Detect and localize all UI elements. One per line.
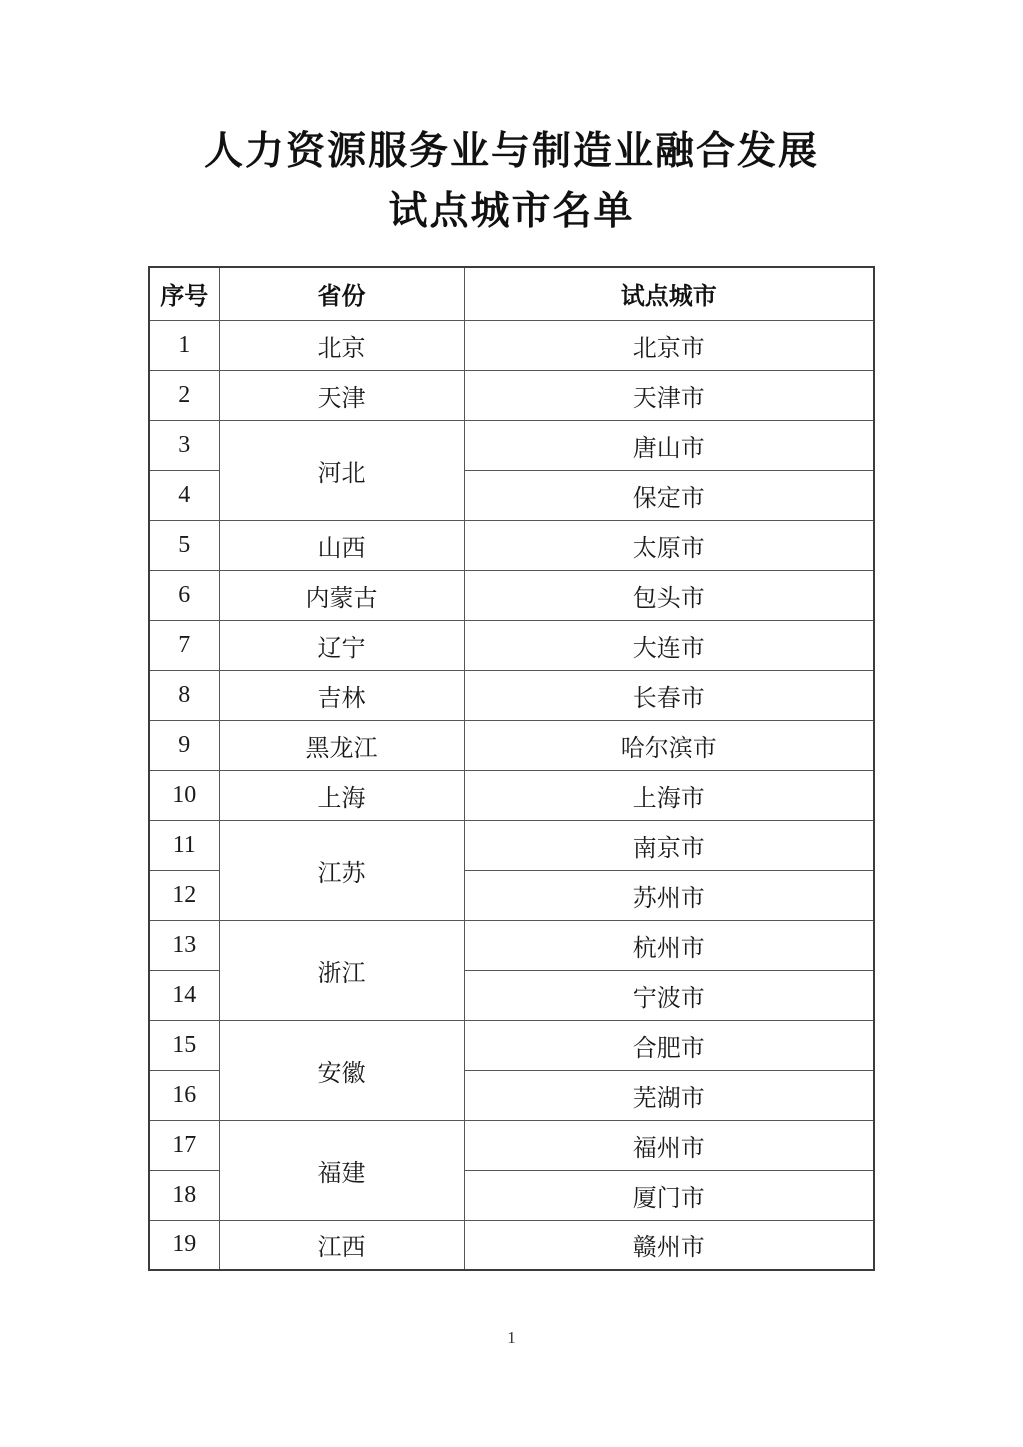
cell-province: 北京 xyxy=(219,320,464,370)
cell-no: 12 xyxy=(149,870,219,920)
table-header-row xyxy=(149,267,874,320)
cell-no: 13 xyxy=(149,920,219,970)
table-row xyxy=(149,1220,874,1270)
table-row xyxy=(149,770,874,820)
cell-city: 南京市 xyxy=(464,820,874,870)
cell-province: 江西 xyxy=(219,1220,464,1270)
cell-city: 合肥市 xyxy=(464,1020,874,1070)
cell-province: 山西 xyxy=(219,520,464,570)
table-row xyxy=(149,520,874,570)
cell-city: 包头市 xyxy=(464,570,874,620)
title-line-2: 试点城市名单 xyxy=(388,190,635,233)
cell-province: 安徽 xyxy=(219,1020,464,1120)
header-no: 序号 xyxy=(149,267,219,320)
document-title xyxy=(0,0,1023,242)
cell-city: 宁波市 xyxy=(464,970,874,1020)
table-row xyxy=(149,670,874,720)
table-row xyxy=(149,570,874,620)
cell-city: 哈尔滨市 xyxy=(464,720,874,770)
table-row xyxy=(149,920,874,970)
cell-no: 14 xyxy=(149,970,219,1020)
cell-no: 15 xyxy=(149,1020,219,1070)
cell-city: 芜湖市 xyxy=(464,1070,874,1120)
table-row xyxy=(149,420,874,470)
page-number: 1 xyxy=(507,1328,516,1347)
cell-city: 保定市 xyxy=(464,470,874,520)
cell-city: 大连市 xyxy=(464,620,874,670)
cell-city: 天津市 xyxy=(464,370,874,420)
header-city: 试点城市 xyxy=(464,267,874,320)
cell-no: 17 xyxy=(149,1120,219,1170)
cell-city: 厦门市 xyxy=(464,1170,874,1220)
cell-city: 太原市 xyxy=(464,520,874,570)
cell-no: 1 xyxy=(149,320,219,370)
table-row xyxy=(149,1020,874,1070)
cell-province: 江苏 xyxy=(219,820,464,920)
title-line-1: 人力资源服务业与制造业融合发展 xyxy=(203,130,819,173)
cell-no: 4 xyxy=(149,470,219,520)
cell-city: 唐山市 xyxy=(464,420,874,470)
cell-no: 8 xyxy=(149,670,219,720)
cell-city: 长春市 xyxy=(464,670,874,720)
cell-province: 上海 xyxy=(219,770,464,820)
table-row xyxy=(149,820,874,870)
cell-no: 2 xyxy=(149,370,219,420)
cell-province: 内蒙古 xyxy=(219,570,464,620)
cell-city: 福州市 xyxy=(464,1120,874,1170)
pilot-cities-table xyxy=(148,266,875,1271)
cell-no: 10 xyxy=(149,770,219,820)
cell-no: 11 xyxy=(149,820,219,870)
cell-no: 7 xyxy=(149,620,219,670)
cell-city: 苏州市 xyxy=(464,870,874,920)
header-province: 省份 xyxy=(219,267,464,320)
cell-city: 上海市 xyxy=(464,770,874,820)
table-row xyxy=(149,370,874,420)
cell-no: 9 xyxy=(149,720,219,770)
table-row xyxy=(149,620,874,670)
cell-province: 浙江 xyxy=(219,920,464,1020)
cell-city: 赣州市 xyxy=(464,1220,874,1270)
cell-province: 河北 xyxy=(219,420,464,520)
cell-province: 天津 xyxy=(219,370,464,420)
cell-province: 福建 xyxy=(219,1120,464,1220)
cell-no: 6 xyxy=(149,570,219,620)
cell-city: 杭州市 xyxy=(464,920,874,970)
cell-no: 5 xyxy=(149,520,219,570)
table-row xyxy=(149,720,874,770)
table-row xyxy=(149,320,874,370)
table-row xyxy=(149,1120,874,1170)
cell-no: 16 xyxy=(149,1070,219,1120)
cell-no: 18 xyxy=(149,1170,219,1220)
cell-province: 黑龙江 xyxy=(219,720,464,770)
cell-no: 3 xyxy=(149,420,219,470)
cell-province: 吉林 xyxy=(219,670,464,720)
cell-no: 19 xyxy=(149,1220,219,1270)
cell-province: 辽宁 xyxy=(219,620,464,670)
cell-city: 北京市 xyxy=(464,320,874,370)
